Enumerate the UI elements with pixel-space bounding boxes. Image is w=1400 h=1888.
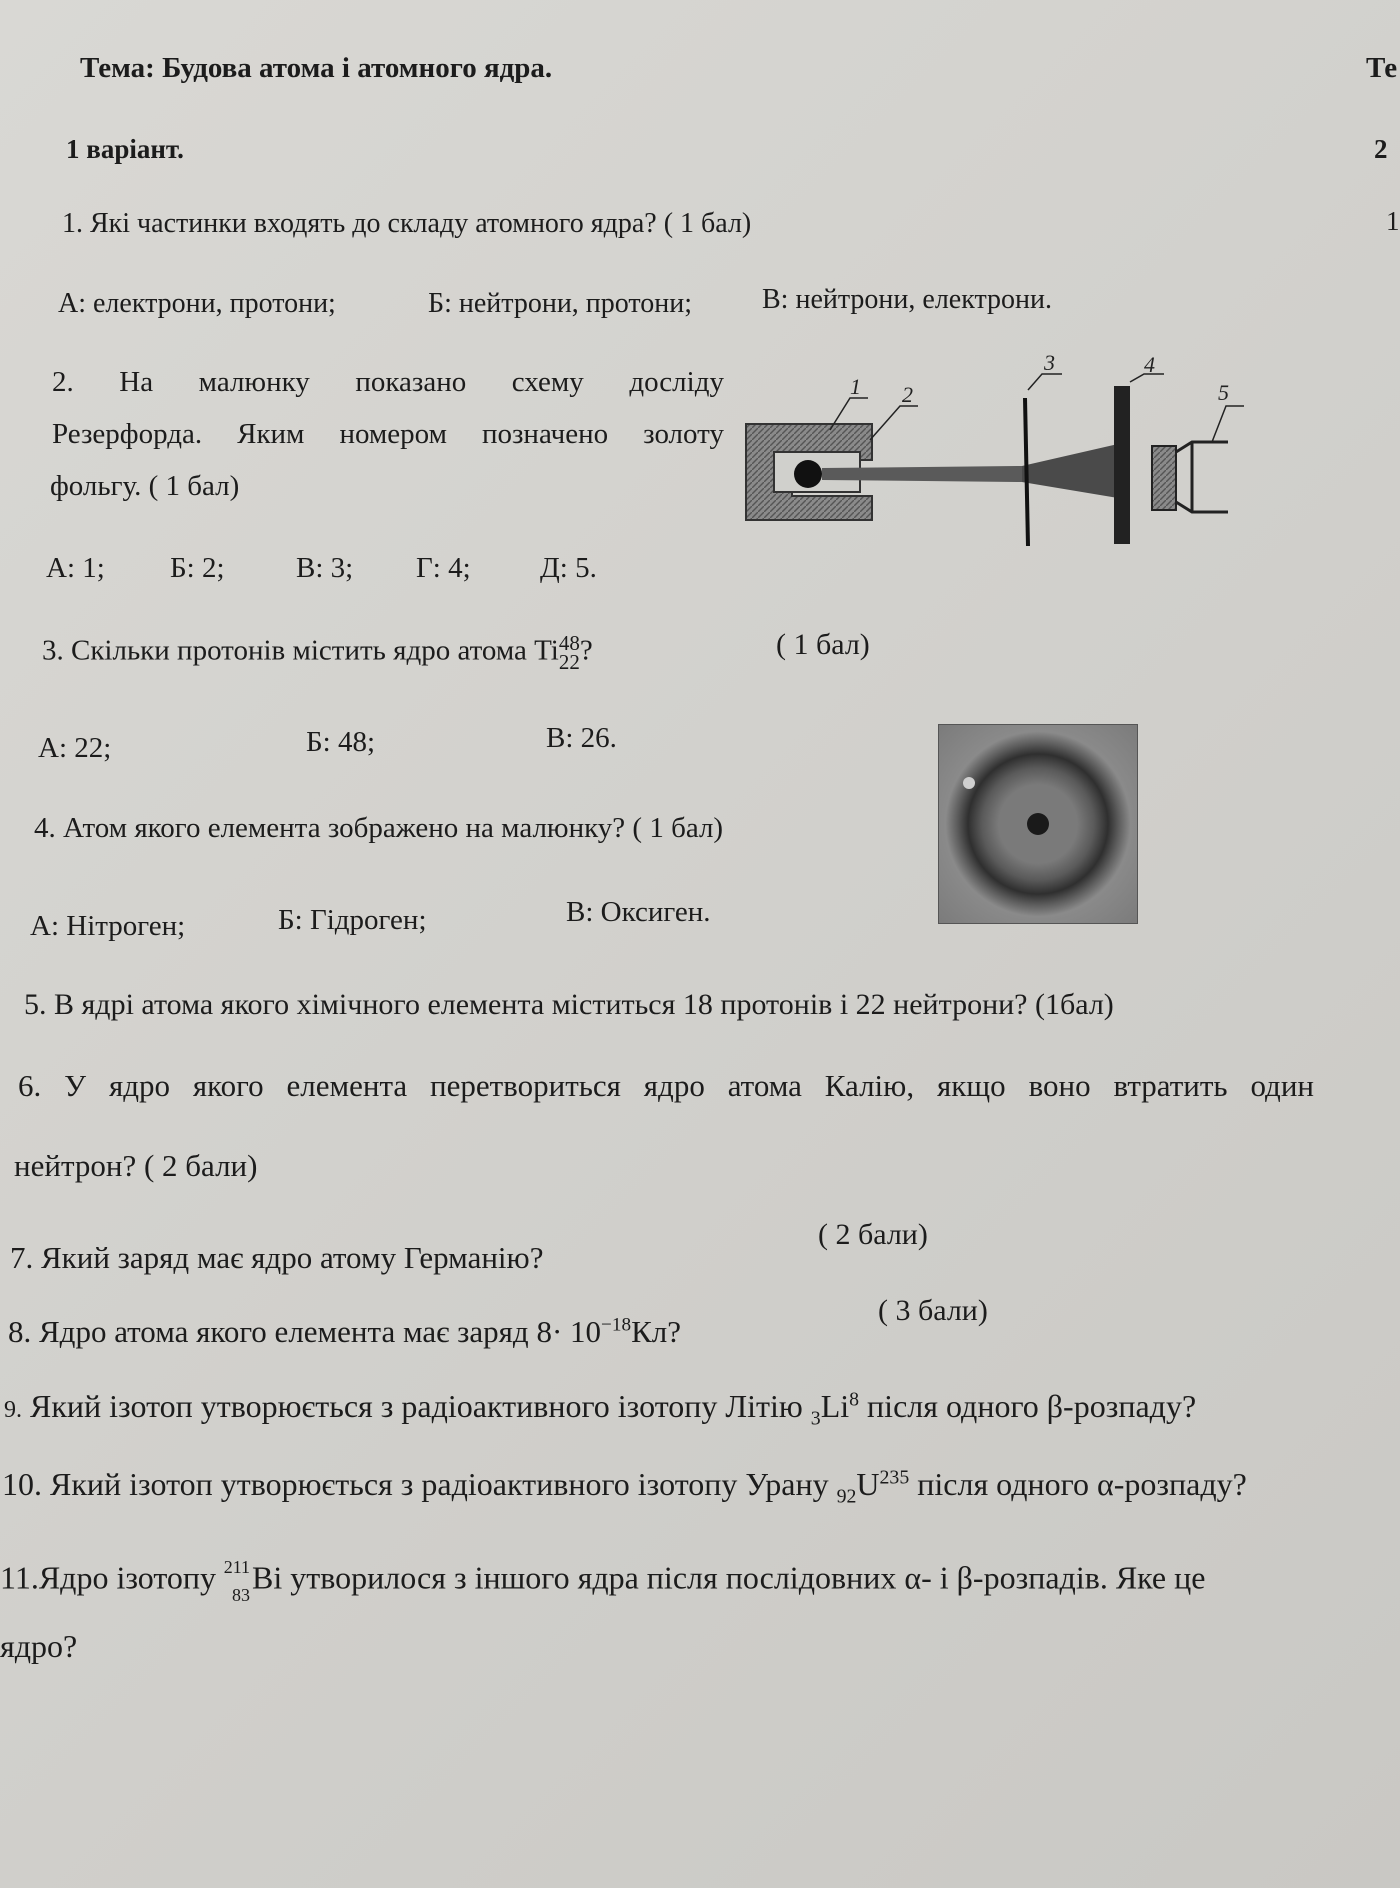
right-edge-one: 1 (1386, 206, 1400, 236)
q2-line3: фольгу. ( 1 бал) (50, 470, 240, 502)
q7-text: 7. Який заряд має ядро атому Германію? (10, 1240, 544, 1275)
q8-unit: Кл? (631, 1314, 681, 1349)
diagram-label-1: 1 (850, 374, 861, 399)
q6-w6: перетвориться (430, 1068, 621, 1103)
q2-option-d: Г: 4; (416, 552, 471, 584)
alpha-beam (822, 466, 1022, 482)
q11-text: 11.Ядро ізотопу (0, 1559, 225, 1596)
q3-option-a: А: 22; (38, 732, 112, 764)
radioactive-source (794, 460, 822, 488)
atom-image (938, 724, 1138, 924)
q6-w8: атома (727, 1068, 802, 1103)
q6-line2: нейтрон? ( 2 бали) (14, 1148, 258, 1183)
atom-nucleus (1027, 813, 1049, 835)
q8-points: ( 3 бали) (878, 1294, 988, 1327)
q11-element: Bi (252, 1559, 283, 1596)
q11-isotope-numbers (224, 1558, 252, 1604)
q6-w11: воно (1028, 1068, 1091, 1103)
q9-question (4, 1388, 1196, 1430)
q2-w7: Резерфорда. (52, 418, 203, 450)
q11-text-end: утворилося з іншого ядра після послідовних α- і β-розпадів. Яке це (282, 1559, 1206, 1596)
q2-option-c: В: 3; (296, 552, 354, 584)
q4-option-a: А: Нітроген; (30, 910, 186, 942)
q8-exponent: −18 (601, 1314, 632, 1336)
right-edge-two: 2 (1374, 134, 1388, 164)
q11-line2: ядро? (0, 1628, 78, 1664)
q3-qmark: ? (579, 634, 593, 667)
q2-option-b: Б: 2; (170, 552, 225, 584)
microscope-lens (1152, 446, 1176, 510)
label-line-2 (870, 406, 918, 440)
q6-w1: 6. (18, 1068, 42, 1103)
q2-w1: 2. (52, 366, 74, 398)
q1-option-a: А: електрони, протони; (58, 288, 336, 319)
q6-w3: ядро (108, 1068, 171, 1103)
q2-w3: малюнку (198, 366, 310, 398)
q4-option-c: В: Оксиген. (566, 896, 711, 928)
q6-w2: У (64, 1068, 87, 1103)
q7-points: ( 2 бали) (818, 1218, 928, 1251)
q3-option-c: В: 26. (546, 722, 617, 754)
q6-w7: ядро (643, 1068, 705, 1103)
q3-points: ( 1 бал) (776, 628, 870, 661)
q3-mass-number: 48 (558, 631, 580, 655)
q6-line1 (18, 1068, 1314, 1104)
q5-text: 5. В ядрі атома якого хімічного елемента міститься 18 протонів і 22 нейтрони? (1бал) (24, 988, 1114, 1021)
scattered-beam (1022, 444, 1118, 498)
q8-text: 8. Ядро атома якого елемента має заряд 8· 10 (8, 1314, 602, 1349)
diagram-label-5: 5 (1218, 380, 1229, 405)
q1-option-b: Б: нейтрони, протони; (428, 288, 693, 319)
gold-foil (1025, 398, 1028, 546)
q2-line2 (52, 418, 724, 451)
q6-w5: елемента (286, 1068, 408, 1103)
screen (1114, 386, 1130, 544)
q2-w8: Яким (237, 418, 305, 450)
q3-atomic-number: 22 (558, 649, 580, 674)
q1-text: 1. Які частинки входять до складу атомного ядра? ( 1 бал) (62, 208, 752, 239)
q10-text-end: після одного α-розпаду? (909, 1466, 1247, 1502)
q2-w10: позначено (481, 418, 609, 450)
q2-w5: схему (511, 366, 584, 398)
q6-w4: якого (192, 1068, 264, 1103)
q10-question (2, 1466, 1247, 1508)
diagram-label-3: 3 (1044, 350, 1055, 375)
q2-w9: номером (339, 418, 447, 450)
q10-mass-number: 235 (879, 1466, 910, 1489)
q10-text: 10. Який ізотоп утворюється з радіоактивного ізотопу Урану (2, 1466, 837, 1502)
q11-question (0, 1558, 1205, 1604)
q2-w6: досліду (629, 366, 724, 398)
q1-option-c: В: нейтрони, електрони. (762, 284, 1053, 315)
q4-text: 4. Атом якого елемента зображено на малюнку? ( 1 бал) (34, 812, 724, 844)
variant-label: 1 варіант. (66, 134, 184, 164)
page-title: Тема: Будова атома і атомного ядра. (80, 52, 553, 84)
q4-option-b: Б: Гідроген; (278, 904, 427, 936)
q11-mass-number: 211 (223, 1557, 251, 1577)
q2-option-a: А: 1; (46, 552, 105, 584)
q6-w10: якщо (936, 1068, 1006, 1103)
rutherford-diagram (740, 350, 1260, 556)
q3-text: 3. Скільки протонів містить ядро атома Ti (42, 634, 559, 667)
q3-isotope-numbers (558, 631, 580, 674)
microscope-body (1176, 442, 1228, 512)
q2-w2: На (119, 366, 154, 398)
q2-w4: показано (355, 366, 467, 398)
q9-atomic-number: 3 (810, 1407, 821, 1430)
q10-atomic-number: 92 (836, 1485, 857, 1508)
diagram-label-2: 2 (902, 382, 913, 407)
q2-line1 (52, 366, 724, 399)
q3-option-b: Б: 48; (306, 726, 376, 758)
q9-mass-number: 8 (849, 1388, 860, 1411)
label-line-3 (1028, 374, 1062, 390)
label-line-5 (1212, 406, 1244, 442)
q3-question (42, 631, 593, 674)
diagram-label-4: 4 (1144, 352, 1155, 377)
q11-atomic-number: 83 (232, 1585, 251, 1605)
q6-w9: Калію, (824, 1068, 915, 1103)
atom-electron (963, 777, 975, 789)
q10-element: U (856, 1466, 880, 1502)
q8-question (8, 1314, 681, 1350)
q6-w13: один (1250, 1068, 1314, 1103)
q9-number: 9. (4, 1397, 22, 1423)
q9-text: Який ізотоп утворюється з радіоактивного ізотопу Літію (30, 1388, 811, 1424)
right-edge-te: Те (1366, 52, 1398, 84)
q6-w12: втратить (1113, 1068, 1228, 1103)
q9-text-end: після одного β-розпаду? (859, 1388, 1197, 1424)
q2-option-e: Д: 5. (540, 552, 597, 584)
q9-element: Li (820, 1388, 850, 1424)
q2-w11: золоту (643, 418, 724, 450)
